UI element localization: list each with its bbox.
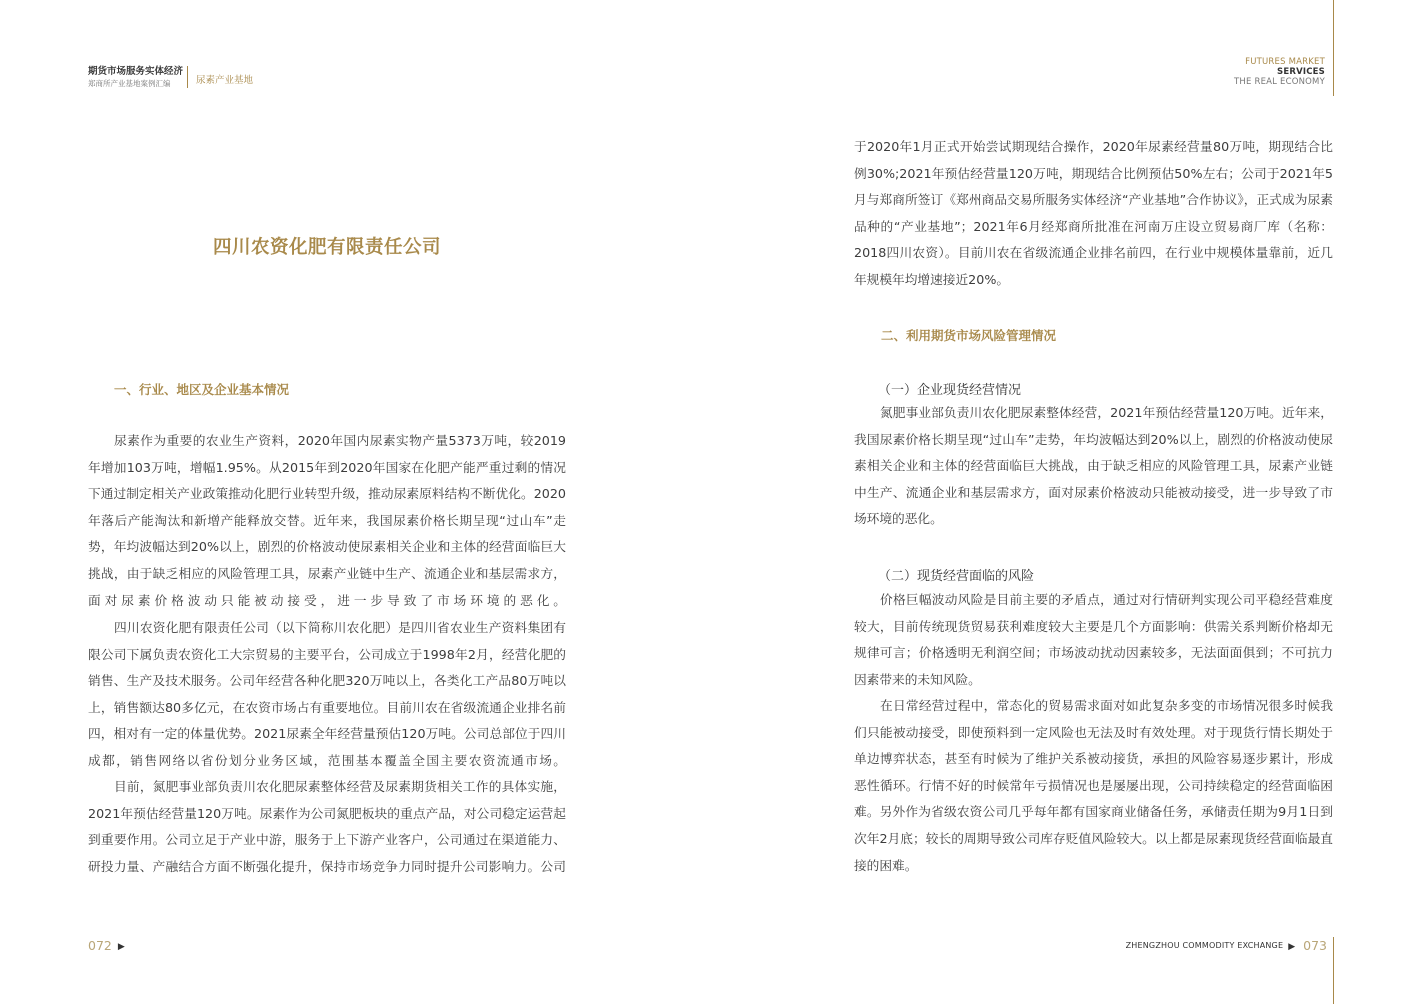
right-paragraph-1: 氮肥事业部负责川农化肥尿素整体经营，2021年预估经营量120万吨。近年来，我国尿素价格长期呈现“过山车”走势，年均波幅达到20%以上，剧烈的价格波动使尿素相关企业和主体的经营面临巨大挑战，由于缺乏相应的风险管理工具，尿素产业链中生产、流通企业和基层需求方，面对尿素价格波动只能被动接受，进一步导致了市场环境的恶化。: [854, 405, 1333, 527]
triangle-right-icon: ▶: [1288, 942, 1296, 952]
book-subtitle: 郑商所产业基地案例汇编: [88, 79, 171, 88]
right-paragraph-2: 价格巨幅波动风险是目前主要的矛盾点，通过对行情研判实现公司平稳经营难度较大，目前传统现货贸易获利难度较大主要是几个方面影响：供需关系判断价格却无规律可言；价格透明无利润空间；市场波动扰动因素较多，无法面面俱到；不可抗力因素带来的未知风险。: [854, 592, 1333, 687]
footer-org: ZHENGZHOU COMMODITY EXCHANGE: [1125, 941, 1284, 950]
left-paragraph-1: 尿素作为重要的农业生产资料，2020年国内尿素实物产量5373万吨，较2019年增加103万吨，增幅1.95%。从2015年到2020年国家在化肥产能严重过剩的情况下通过制定相关产业政策推动化肥行业转型升级，推动尿素原料结构不断优化。2020年落后产能淘汰和新增产能释放交替。近年来，我国尿素价格长期呈现“过山车”走势，年均波幅达到20%以上，剧烈的价格波动使尿素相关企业和主体的经营面临巨大挑战，由于缺乏相应的风险管理工具，尿素产业链中生产、流通企业和基层需求方，面对尿素价格波动只能被动接受，进一步导致了市场环境的恶化。: [88, 433, 566, 608]
header-left: [88, 66, 183, 89]
section1-heading: 一、行业、地区及企业基本情况: [114, 382, 290, 397]
page-number-left: [88, 938, 125, 953]
right-top-rule: [1333, 0, 1334, 96]
header-divider: [187, 66, 188, 88]
page-number-left-text: 072: [88, 938, 112, 953]
left-paragraph-2: 四川农资化肥有限责任公司（以下简称川农化肥）是四川省农业生产资料集团有限公司下属负责农资化工大宗贸易的主要平台，公司成立于1998年2月，经营化肥的销售、生产及技术服务。公司年经营各种化肥320万吨以上，各类化工产品80万吨以上，销售额达80多亿元，在农资市场占有重要地位。目前川农在省级流通企业排名前四，相对有一定的体量优势。2021尿素全年经营量预估120万吨。公司总部位于四川成都，销售网络以省份划分业务区域，范围基本覆盖全国主要农资流通市场。: [88, 620, 566, 768]
triangle-right-icon: ▶: [117, 942, 125, 952]
header-right-line3: THE REAL ECONOMY: [1234, 77, 1325, 87]
subsection1-heading: （一）企业现货经营情况: [878, 383, 1022, 398]
right-bottom-rule: [1333, 937, 1334, 1004]
right-paragraph-0: 于2020年1月正式开始尝试期现结合操作，2020年尿素经营量80万吨，期现结合比例30%;2021年预估经营量120万吨，期现结合比例预估50%左右；公司于2021年5月与郑商所签订《郑州商品交易所服务实体经济“产业基地”合作协议》，正式成为尿素品种的“产业基地”；2021年6月经郑商所批准在河南万庄设立贸易商厂库（名称：2018四川农资）。目前川农在省级流通企业排名前四，在行业中规模体量靠前，近几年规模年均增速接近20%。: [854, 139, 1333, 287]
page-number-right-text: 073: [1303, 938, 1327, 953]
book-title: 期货市场服务实体经济: [88, 66, 184, 77]
section2-heading: 二、利用期货市场风险管理情况: [881, 328, 1057, 343]
page-number-right: [1126, 938, 1327, 953]
header-right: [1234, 57, 1325, 87]
section-label: 尿素产业基地: [196, 75, 254, 86]
right-paragraph-3: 在日常经营过程中，常态化的贸易需求面对如此复杂多变的市场情况很多时候我们只能被动接受，即使预料到一定风险也无法及时有效处理。对于现货行情长期处于单边博弈状态，甚至有时候为了维护关系被动接货，承担的风险容易逐步累计，形成恶性循环。行情不好的时候常年亏损情况也是屡屡出现，公司持续稳定的经营面临困难。另外作为省级农资公司几乎每年都有国家商业储备任务，承储责任期为9月1日到次年2月底；较长的周期导致公司库存贬值风险较大。以上都是尿素现货经营面临最直接的困难。: [854, 698, 1333, 873]
header-right-line1: FUTURES MARKET: [1245, 57, 1325, 67]
header-right-line2: SERVICES: [1277, 67, 1325, 77]
page-title: 四川农资化肥有限责任公司: [212, 237, 441, 258]
subsection2-heading: （二）现货经营面临的风险: [878, 569, 1035, 584]
left-paragraph-3: 目前，氮肥事业部负责川农化肥尿素整体经营及尿素期货相关工作的具体实施，2021年预估经营量120万吨。尿素作为公司氮肥板块的重点产品，对公司稳定运营起到重要作用。公司立足于产业中游，服务于上下游产业客户，公司通过在渠道能力、研投力量、产融结合方面不断强化提升，保持市场竞争力同时提升公司影响力。公司: [88, 779, 566, 874]
